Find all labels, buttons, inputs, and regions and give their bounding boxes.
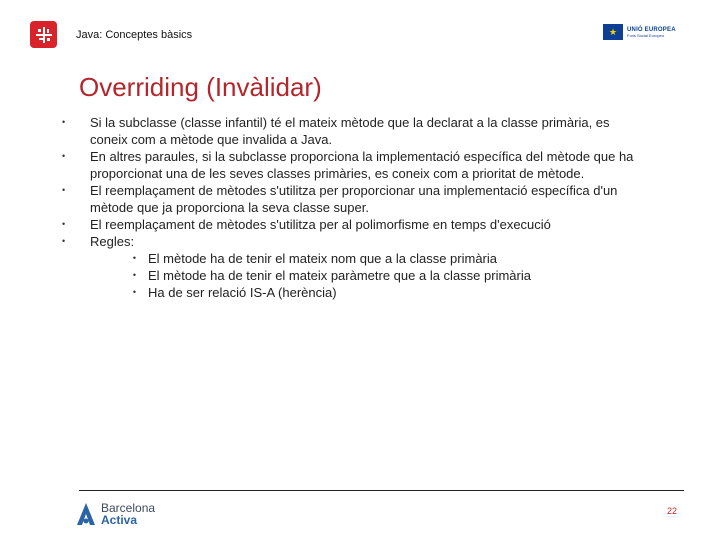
bullet-text-line: proporcionat una de les seves classes primàries, es coneix com a prioritat de mètode. [90,166,585,181]
bullet-text-line: El reemplaçament de mètodes s'utilitza per proporcionar una implementació específica d'un [90,183,618,198]
bullet-text-line: En altres paraules, si la subclasse proporciona la implementació específica del mètode que ha [90,149,634,164]
course-title: Java: Conceptes bàsics [76,29,193,41]
sub-bullet-marker: • [132,287,136,297]
barcelona-activa-logo [76,502,155,526]
bullet-item [60,114,700,148]
bullet-text-line: El reemplaçament de mètodes s'utilitza per al polimorfisme en temps d'execució [90,217,551,232]
bullet-text-line: mètode que ja proporciona la seva classe super. [90,200,369,215]
bullet-item [60,216,700,233]
bullet-marker: • [62,117,66,127]
bullet-marker: • [62,185,66,195]
eu-logo [603,24,676,40]
sub-bullet-item [60,250,700,267]
barcelona-city-logo [30,21,57,48]
sub-bullet-item [60,284,700,301]
bullet-item [60,148,700,182]
bullet-text-line: Regles: [90,234,135,249]
bullet-text-line: coneix com a mètode que invalida a Java. [90,132,333,147]
bullet-item [60,233,700,250]
slide-title: Overriding (Invàlidar) [79,72,322,102]
brand-line-1: Barcelona [101,501,156,515]
brand-line-2: Activa [101,513,138,527]
eu-flag-icon: ★ [603,24,623,40]
bullet-marker: • [62,236,66,246]
slide-body [60,114,700,301]
eu-name: UNIÓ EUROPEA [627,26,676,33]
page-number: 22 [667,506,678,516]
barcelona-activa-a-icon [76,502,96,526]
bullet-marker: • [62,151,66,161]
sub-bullet-text: El mètode ha de tenir el mateix nom que a la classe primària [148,251,498,266]
bullet-text-line: Si la subclasse (classe infantil) té el mateix mètode que la declarat a la classe primària, es [90,115,610,130]
sub-bullet-marker: • [132,270,136,280]
sub-bullet-text: Ha de ser relació IS-A (herència) [148,285,337,300]
bullet-item [60,182,700,216]
sub-bullet-text: El mètode ha de tenir el mateix paràmetre que a la classe primària [148,268,531,283]
footer-divider [79,490,684,491]
sub-bullet-marker: • [132,253,136,263]
bullet-marker: • [62,219,66,229]
city-shield-icon [35,26,53,44]
sub-bullet-item [60,267,700,284]
eu-subtitle: Fons Social Europeu [627,32,665,38]
